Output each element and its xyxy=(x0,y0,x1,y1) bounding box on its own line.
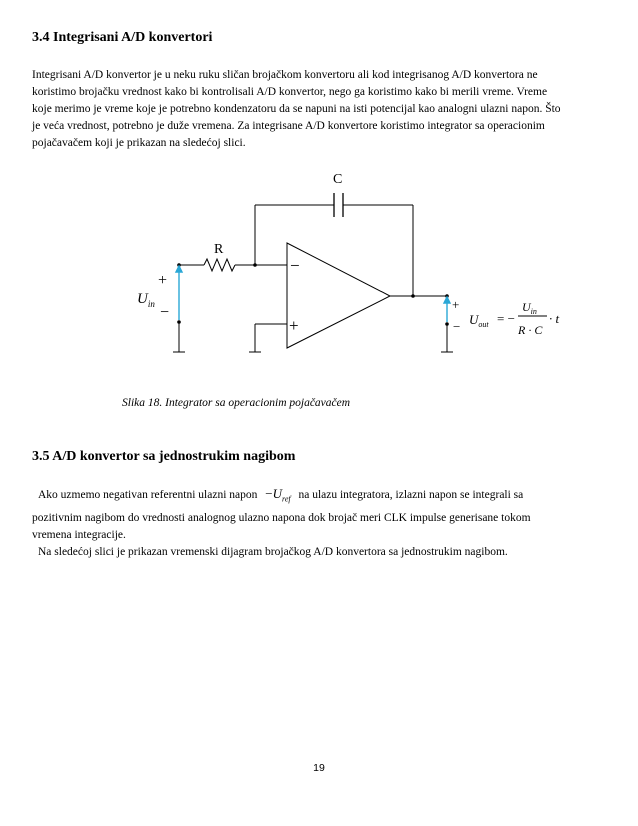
paragraph-line: pojačavačem koji je prikazan na sledećoj slici. xyxy=(32,137,246,149)
paragraph-line: Integrisani A/D konvertor je u neku ruku sličan brojačkom konvertoru ali kod integrisanog A/D konvertora ne xyxy=(32,69,538,81)
paragraph-line: koje merimo je vreme koje je potrebno kondenzatoru da se napuni na isti potencijal kao analogni ulazni napon. Što xyxy=(32,103,561,115)
svg-text:= −: = − xyxy=(497,311,515,326)
resistor-label: R xyxy=(214,242,224,257)
paragraph-line: vremena integracije. xyxy=(32,528,126,541)
paragraph-line: je veća vrednost, potrebno je duže vremena. Za integrisane A/D konvertore koristimo integrator sa operacionim xyxy=(32,120,545,132)
output-node xyxy=(411,294,415,298)
junction-node xyxy=(253,263,257,267)
paragraph-line: koristimo brojačku vrednost kako bi kontrolisali A/D konvertor, nego ga koristimo kako bi merili vreme. Vreme xyxy=(32,86,548,98)
section-3-4-paragraph xyxy=(32,67,598,152)
svg-text:· t: · t xyxy=(549,311,560,326)
input-plus-sign: + xyxy=(158,272,168,289)
section-heading-3-5: 3.5 A/D konvertor sa jednostrukim nagibom xyxy=(32,449,296,464)
integrator-equation xyxy=(469,300,560,337)
svg-text:Uout: $U_{out}$ xyxy=(469,312,489,329)
paragraph-line: pozitivnim nagibom do vrednosti analognog ulazno napona dok brojač meri CLK impulse generisane tokom xyxy=(32,511,531,524)
figure-caption: Slika 18. Integrator sa operacionim pojačavačem xyxy=(122,397,351,409)
resistor xyxy=(204,259,235,271)
input-terminal-bottom xyxy=(177,320,181,324)
output-minus-sign: − xyxy=(453,319,461,334)
input-minus-sign: − xyxy=(160,304,170,321)
svg-text:Uin: $U_{in}$ xyxy=(522,300,537,316)
opamp-body xyxy=(287,243,390,348)
section-3-5-paragraph xyxy=(32,485,598,561)
opamp-plus-sign: + xyxy=(289,316,299,335)
capacitor-label: C xyxy=(333,172,343,187)
opamp-minus-sign: − xyxy=(290,256,300,275)
output-terminal-bottom xyxy=(445,322,449,326)
svg-text:R · C: R · C xyxy=(518,323,543,337)
output-plus-sign: + xyxy=(452,297,460,312)
integrator-circuit-diagram xyxy=(0,160,638,390)
paragraph-line: Ako uzmemo negativan referentni ulazni napon $-U_{ref}$ na ulazu integratora, izlazni napon se integrali sa xyxy=(38,486,524,504)
reference-voltage-symbol: $-U_{ref}$ xyxy=(265,486,291,504)
paragraph-line: Na sledećoj slici je prikazan vremenski dijagram brojačkog A/D konvertora sa jednostrukim nagibom. xyxy=(38,545,508,558)
section-heading-3-4: 3.4 Integrisani A/D konvertori xyxy=(32,30,213,45)
page-number: 19 xyxy=(313,762,325,774)
input-voltage-label: $U_{in}$ xyxy=(137,291,155,309)
